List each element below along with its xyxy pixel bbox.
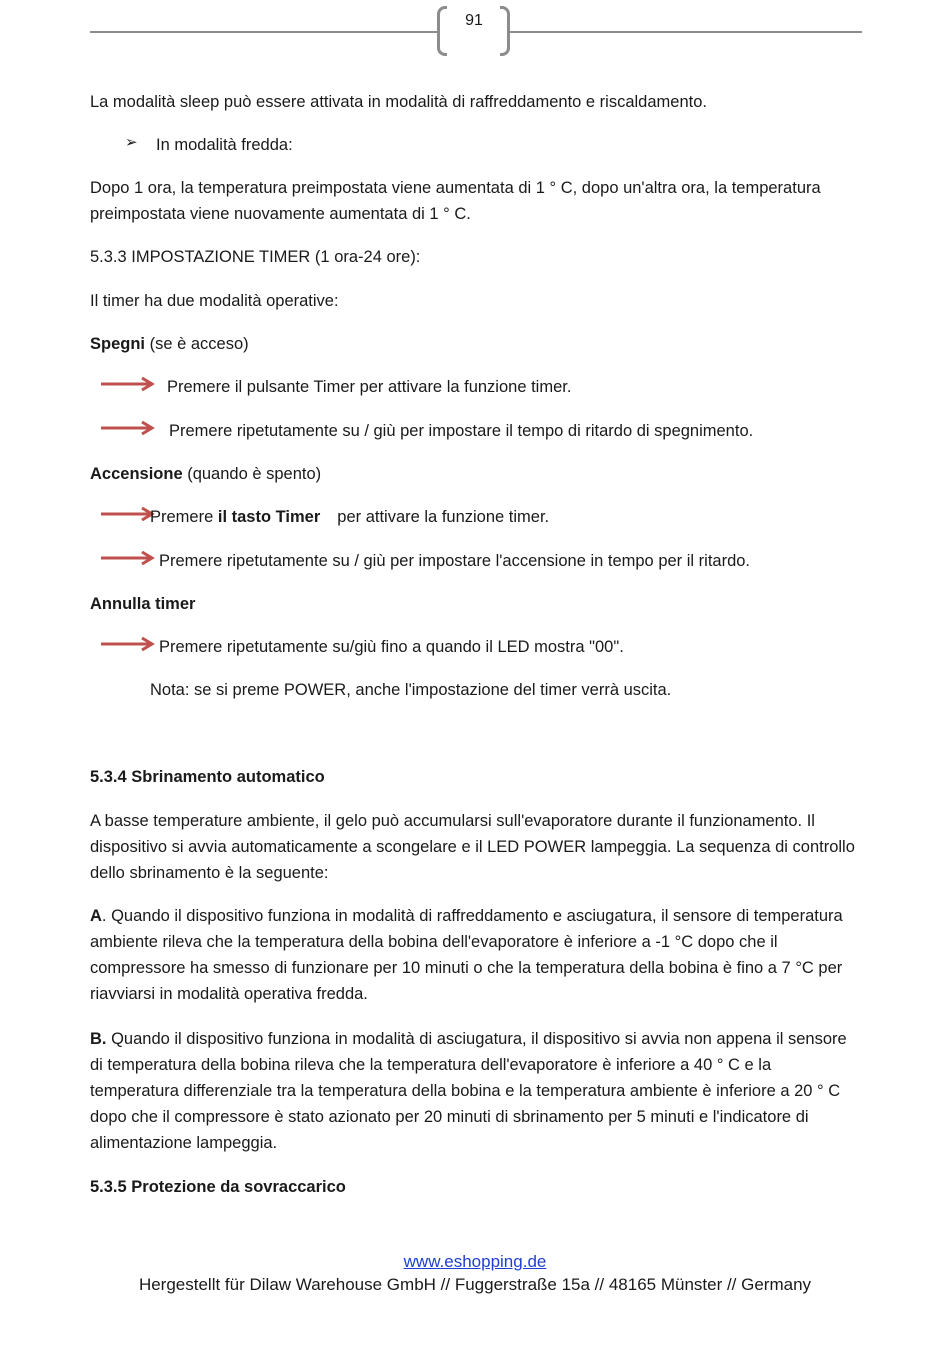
- text-a: . Quando il dispositivo funziona in modalità di raffreddamento e asciugatura, il sensore di temperatura ambiente rileva che la temperatura della bobina dell'evaporatore è inferiore a -1 °C dopo che il compressore ha smesso di funzionare per 10 minuti o che la temperatura della bobina è fino a 7 °C per riavviarsi in modalità operativa fredda.: [90, 907, 843, 1003]
- label-a: A: [90, 907, 102, 925]
- on-step-2: Premere ripetutamente su / giù per impostare l'accensione in tempo per il ritardo.: [159, 552, 751, 570]
- heading-timer: 5.3.3 IMPOSTAZIONE TIMER (1 ora-24 ore):: [90, 248, 421, 266]
- on-step-1-pre: Premere: [150, 508, 218, 526]
- on-label-rest: (quando è spento): [182, 465, 322, 483]
- heading-defrost: 5.3.4 Sbrinamento automatico: [90, 768, 325, 786]
- on-step-1-post: per attivare la funzione timer.: [337, 508, 550, 526]
- cancel-step-1: Premere ripetutamente su/giù fino a quando il LED mostra "00".: [159, 638, 624, 656]
- red-arrow-icon: [100, 507, 156, 521]
- arrow-bullet-icon: ➢: [125, 134, 138, 151]
- red-arrow-icon: [100, 551, 156, 565]
- header-rule-right: [508, 31, 862, 33]
- header-rule-left: [90, 31, 440, 33]
- page-number-bracket-left: [437, 6, 447, 56]
- off-label-rest: (se è acceso): [145, 335, 249, 353]
- off-step-1: Premere il pulsante Timer per attivare la funzione timer.: [167, 378, 572, 396]
- heading-overload: 5.3.5 Protezione da sovraccarico: [90, 1178, 346, 1196]
- cancel-note: Nota: se si preme POWER, anche l'impostazione del timer verrà uscita.: [150, 681, 672, 699]
- heading-on: [90, 461, 862, 487]
- paragraph-timer-modes: Il timer ha due modalità operative:: [90, 292, 339, 310]
- page-number: 91: [465, 12, 483, 29]
- on-step-1: [150, 504, 850, 530]
- paragraph-defrost: A basse temperature ambiente, il gelo può accumularsi sull'evaporatore durante il funzionamento. Il dispositivo si avvia automaticamente a scongelare e il LED POWER lampeggia. La sequenza di controllo dello sbrinamento è la seguente:: [90, 812, 855, 882]
- footer-company-text: Hergestellt für Dilaw Warehouse GmbH // Fuggerstraße 15a // 48165 Münster // Germany: [138, 1275, 812, 1294]
- red-arrow-icon: [100, 377, 156, 391]
- on-label: Accensione: [90, 465, 183, 483]
- text-b: Quando il dispositivo funziona in modalità di asciugatura, il dispositivo si avvia non appena il sensore di temperatura della bobina rileva che la temperatura dell'evaporatore è inferiore a 40 ° C e la temperatura differenziale tra la temperatura della bobina e la temperatura ambiente è inferiore a 20 ° C dopo che il compressore è stato azionato per 20 minuti di sbrinamento per 5 minuti e l'indicatore di alimentazione lampeggia.: [90, 1030, 847, 1152]
- paragraph-defrost-b: [90, 1026, 862, 1156]
- page-number-bracket-right: [500, 6, 510, 56]
- label-b: B.: [90, 1030, 107, 1048]
- paragraph-cold-mode: Dopo 1 ora, la temperatura preimpostata viene aumentata di 1 ° C, dopo un'altra ora, la temperatura preimpostata viene nuovamente aumentata di 1 ° C.: [90, 179, 821, 223]
- off-label: Spegni: [90, 335, 146, 353]
- on-step-1-bold: il tasto Timer: [217, 508, 321, 526]
- heading-cancel-timer: Annulla timer: [90, 595, 196, 613]
- paragraph-sleep: La modalità sleep può essere attivata in modalità di raffreddamento e riscaldamento.: [90, 93, 707, 111]
- paragraph-defrost-a: [90, 903, 862, 1007]
- footer-website-link[interactable]: www.eshopping.de: [403, 1252, 547, 1271]
- red-arrow-icon: [100, 421, 156, 435]
- red-arrow-icon: [100, 637, 156, 651]
- footer-link-row: [0, 1252, 950, 1272]
- bullet-cold-mode: In modalità fredda:: [156, 136, 293, 154]
- heading-off: [90, 331, 862, 357]
- off-step-2: Premere ripetutamente su / giù per impostare il tempo di ritardo di spegnimento.: [169, 422, 754, 440]
